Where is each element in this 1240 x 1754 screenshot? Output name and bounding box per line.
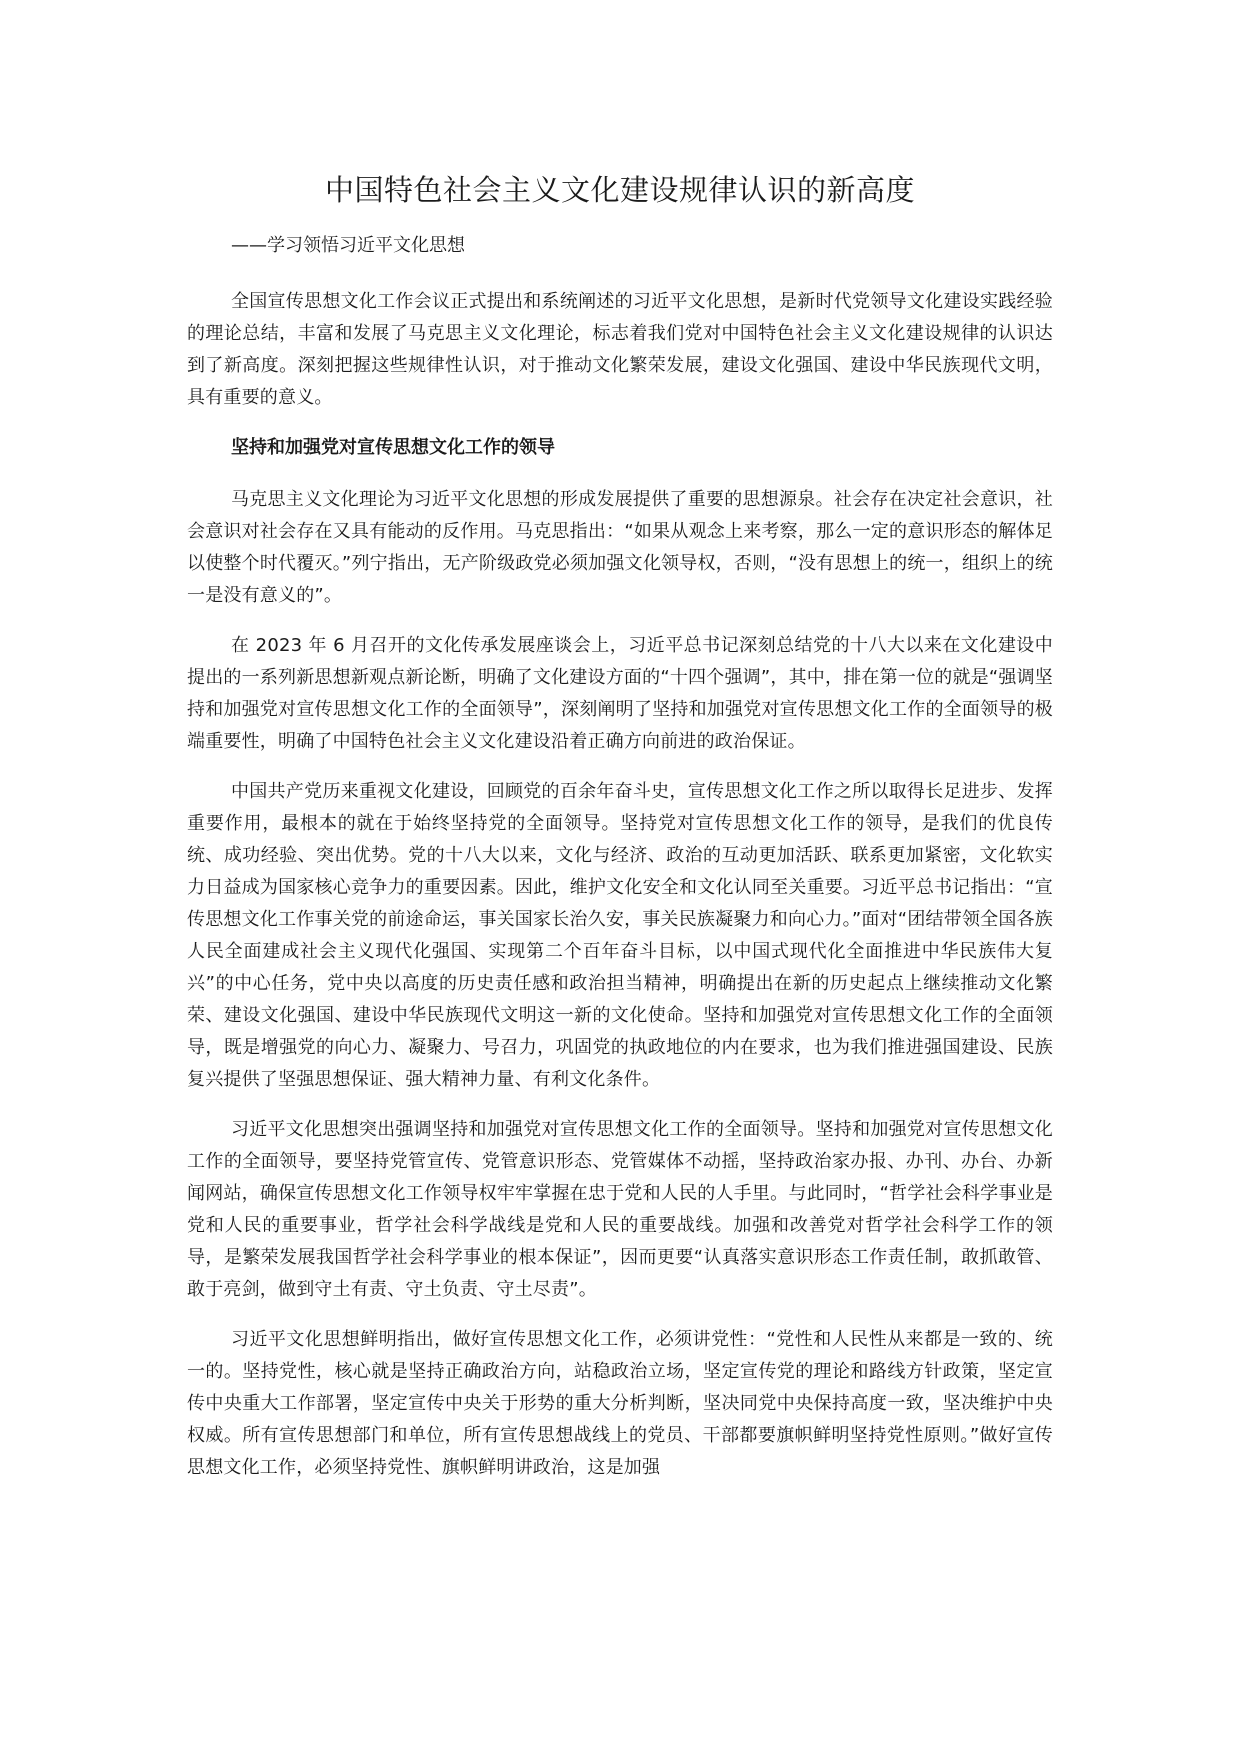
- body-paragraph: 在 2023 年 6 月召开的文化传承发展座谈会上，习近平总书记深刻总结党的十八大以来在文化建设中提出的一系列新思想新观点新论断，明确了文化建设方面的“十四个强调”，其中，排在第一位的就是“强调坚持和加强党对宣传思想文化工作的全面领导”，深刻阐明了坚持和加强党对宣传思想文化工作的全面领导的极端重要性，明确了中国特色社会主义文化建设沿着正确方向前进的政治保证。: [187, 634, 1053, 752]
- intro-paragraph: 全国宣传思想文化工作会议正式提出和系统阐述的习近平文化思想，是新时代党领导文化建设实践经验的理论总结，丰富和发展了马克思主义文化理论，标志着我们党对中国特色社会主义文化建设规律的认识达到了新高度。深刻把握这些规律性认识，对于推动文化繁荣发展，建设文化强国、建设中华民族现代文明，具有重要的意义。: [187, 290, 1053, 408]
- body-paragraph: 习近平文化思想鲜明指出，做好宣传思想文化工作，必须讲党性：“党性和人民性从来都是一致的、统一的。坚持党性，核心就是坚持正确政治方向，站稳政治立场，坚定宣传党的理论和路线方针政策，坚定宣传中央重大工作部署，坚定宣传中央关于形势的重大分析判断，坚决同党中央保持高度一致，坚决维护中央权威。所有宣传思想部门和单位，所有宣传思想战线上的党员、干部都要旗帜鲜明坚持党性原则。”做好宣传思想文化工作，必须坚持党性、旗帜鲜明讲政治，这是加强: [187, 1328, 1053, 1478]
- body-paragraph: 习近平文化思想突出强调坚持和加强党对宣传思想文化工作的全面领导。坚持和加强党对宣传思想文化工作的全面领导，要坚持党管宣传、党管意识形态、党管媒体不动摇，坚持政治家办报、办刊、办台、办新闻网站，确保宣传思想文化工作领导权牢牢掌握在忠于党和人民的人手里。与此同时，“哲学社会科学事业是党和人民的重要事业，哲学社会科学战线是党和人民的重要战线。加强和改善党对哲学社会科学工作的领导，是繁荣发展我国哲学社会科学事业的根本保证”，因而更要“认真落实意识形态工作责任制，敢抓敢管、敢于亮剑，做到守土有责、守土负责、守土尽责”。: [187, 1118, 1053, 1300]
- document-subtitle: ——学习领悟习近平文化思想: [231, 234, 465, 256]
- body-paragraph: 中国共产党历来重视文化建设，回顾党的百余年奋斗史，宣传思想文化工作之所以取得长足进步、发挥重要作用，最根本的就在于始终坚持党的全面领导。坚持党对宣传思想文化工作的领导，是我们的优良传统、成功经验、突出优势。党的十八大以来，文化与经济、政治的互动更加活跃、联系更加紧密，文化软实力日益成为国家核心竞争力的重要因素。因此，维护文化安全和文化认同至关重要。习近平总书记指出：“宣传思想文化工作事关党的前途命运，事关国家长治久安，事关民族凝聚力和向心力。”面对“团结带领全国各族人民全面建成社会主义现代化强国、实现第二个百年奋斗目标，以中国式现代化全面推进中华民族伟大复兴”的中心任务，党中央以高度的历史责任感和政治担当精神，明确提出在新的历史起点上继续推动文化繁荣、建设文化强国、建设中华民族现代文明这一新的文化使命。坚持和加强党对宣传思想文化工作的全面领导，既是增强党的向心力、凝聚力、号召力，巩固党的执政地位的内在要求，也为我们推进强国建设、民族复兴提供了坚强思想保证、强大精神力量、有利文化条件。: [187, 780, 1053, 1090]
- document-page: [187, 170, 1053, 1502]
- body-paragraph: 马克思主义文化理论为习近平文化思想的形成发展提供了重要的思想源泉。社会存在决定社会意识，社会意识对社会存在又具有能动的反作用。马克思指出：“如果从观念上来考察，那么一定的意识形态的解体足以使整个时代覆灭。”列宁指出，无产阶级政党必须加强文化领导权，否则，“没有思想上的统一，组织上的统一是没有意义的”。: [187, 488, 1053, 606]
- section-heading: 坚持和加强党对宣传思想文化工作的领导: [231, 436, 555, 458]
- document-title: 中国特色社会主义文化建设规律认识的新高度: [324, 173, 915, 207]
